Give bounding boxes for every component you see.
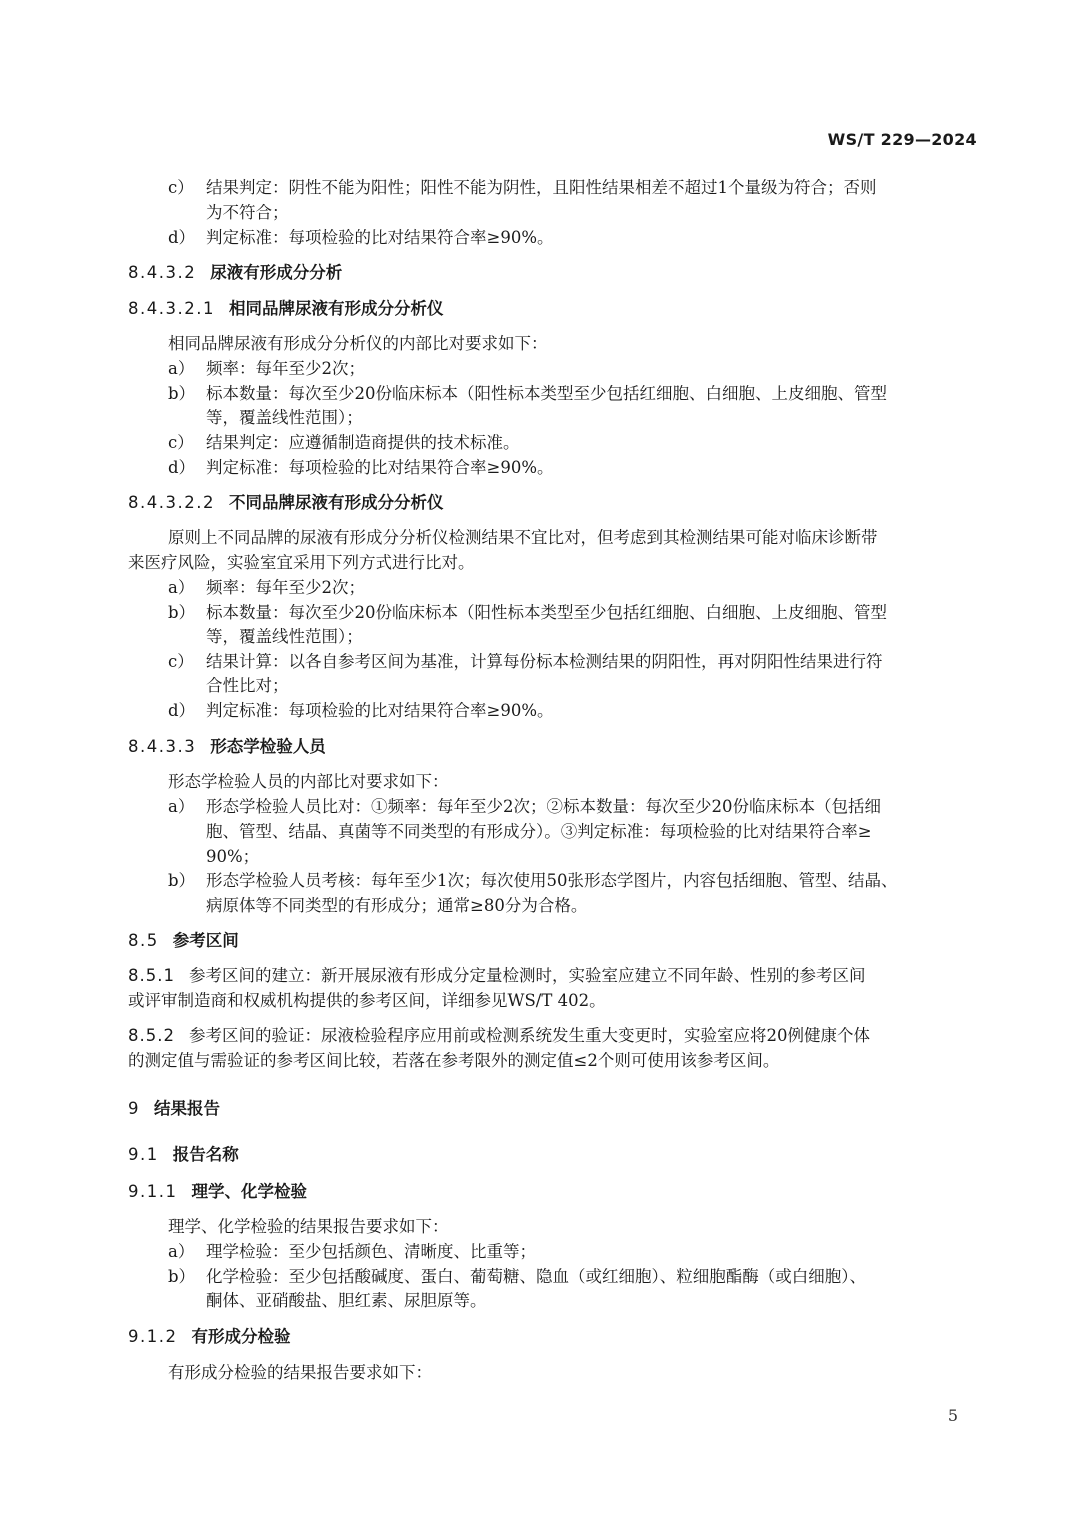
section-number: 8.4.3.2: [128, 263, 197, 282]
list-item-text: 形态学检验人员比对：①频率：每年至少2次；②标本数量：每次至少20份临床标本（包括细: [206, 797, 881, 816]
list-item-marker: c）: [168, 433, 194, 452]
paragraph: 的测定值与需验证的参考区间比较，若落在参考限外的测定值≤2个则可使用该参考区间。: [128, 1051, 780, 1070]
list-item-marker: d）: [168, 458, 196, 477]
list-item-marker: a）: [168, 1242, 195, 1261]
clause-paragraph: [128, 1024, 870, 1048]
section-heading: [128, 1180, 307, 1204]
clause-text: 参考区间的验证：尿液检验程序应用前或检测系统发生重大变更时，实验室应将20例健康个体: [188, 1026, 870, 1045]
paragraph: 或评审制造商和权威机构提供的参考区间，详细参见WS/T 402。: [128, 991, 606, 1010]
list-item-text: 化学检验：至少包括酸碱度、蛋白、葡萄糖、隐血（或红细胞）、粒细胞酯酶（或白细胞）、: [206, 1267, 866, 1286]
list-item-text: 90%；: [206, 847, 260, 866]
section-title: 结果报告: [154, 1099, 220, 1118]
list-item-marker: c）: [168, 652, 194, 671]
section-title: 有形成分检验: [191, 1327, 291, 1346]
list-item-marker: b）: [168, 384, 196, 403]
list-item-marker: a）: [168, 797, 195, 816]
section-title: 尿液有形成分分析: [210, 263, 343, 282]
clause-number: 8.5.1: [128, 966, 175, 985]
paragraph: 有形成分检验的结果报告要求如下：: [168, 1363, 432, 1382]
section-heading: [128, 1143, 239, 1167]
list-item-text: 为不符合；: [206, 203, 289, 222]
list-item-text: 胞、管型、结晶、真菌等不同类型的有形成分）。③判定标准：每项检验的比对结果符合率≥: [206, 822, 872, 841]
section-heading: [128, 929, 239, 953]
list-item-marker: b）: [168, 1267, 196, 1286]
list-item-text: 频率：每年至少2次；: [206, 578, 365, 597]
section-heading: [128, 1325, 290, 1349]
page-number: 5: [947, 1406, 958, 1425]
list-item-text: 等，覆盖线性范围）；: [206, 408, 363, 427]
section-heading: [128, 297, 443, 321]
list-item-text: 理学检验：至少包括颜色、清晰度、比重等；: [206, 1242, 536, 1261]
section-number: 9.1.1: [128, 1182, 178, 1201]
list-item-text: 标本数量：每次至少20份临床标本（阳性标本类型至少包括红细胞、白细胞、上皮细胞、管型: [206, 384, 887, 403]
clause-number: 8.5.2: [128, 1026, 175, 1045]
section-title: 理学、化学检验: [191, 1182, 307, 1201]
section-heading: [128, 261, 342, 285]
section-title: 报告名称: [172, 1145, 239, 1164]
section-number: 8.4.3.3: [128, 737, 197, 756]
list-item-text: 合性比对；: [206, 676, 289, 695]
list-item-marker: b）: [168, 871, 196, 890]
paragraph: 原则上不同品牌的尿液有形成分分析仪检测结果不宜比对，但考虑到其检测结果可能对临床诊断带: [168, 528, 878, 547]
list-item-text: 标本数量：每次至少20份临床标本（阳性标本类型至少包括红细胞、白细胞、上皮细胞、管型: [206, 603, 887, 622]
section-title: 参考区间: [172, 931, 239, 950]
list-item-text: 频率：每年至少2次；: [206, 359, 365, 378]
list-item-marker: d）: [168, 228, 196, 247]
section-number: 8.4.3.2.2: [128, 493, 215, 512]
clause-paragraph: [128, 964, 865, 988]
section-number: 9.1: [128, 1145, 159, 1164]
list-item-text: 结果判定：阴性不能为阳性；阳性不能为阴性，且阳性结果相差不超过1个量级为符合；否则: [206, 178, 877, 197]
section-number: 9: [128, 1099, 140, 1118]
list-item-marker: b）: [168, 603, 196, 622]
list-item-marker: c）: [168, 178, 194, 197]
list-item-text: 判定标准：每项检验的比对结果符合率≥90%。: [206, 458, 554, 477]
list-item-text: 酮体、亚硝酸盐、胆红素、尿胆原等。: [206, 1291, 487, 1310]
list-item-text: 判定标准：每项检验的比对结果符合率≥90%。: [206, 228, 554, 247]
list-item-text: 病原体等不同类型的有形成分；通常≥80分为合格。: [206, 896, 588, 915]
section-heading: [128, 491, 443, 515]
section-number: 8.5: [128, 931, 159, 950]
list-item-text: 结果计算：以各自参考区间为基准，计算每份标本检测结果的阴阳性，再对阴阳性结果进行符: [206, 652, 883, 671]
list-item-text: 等，覆盖线性范围）；: [206, 627, 363, 646]
list-item-text: 形态学检验人员考核：每年至少1次；每次使用50张形态学图片，内容包括细胞、管型、结晶、: [206, 871, 898, 890]
paragraph: 理学、化学检验的结果报告要求如下：: [168, 1217, 449, 1236]
section-number: 9.1.2: [128, 1327, 178, 1346]
list-item-marker: d）: [168, 701, 196, 720]
paragraph: 相同品牌尿液有形成分分析仪的内部比对要求如下：: [168, 334, 548, 353]
section-title: 不同品牌尿液有形成分分析仪: [228, 493, 444, 512]
paragraph: 形态学检验人员的内部比对要求如下：: [168, 772, 449, 791]
document-code: WS/T 229—2024: [827, 130, 977, 149]
chapter-heading: [128, 1097, 220, 1121]
section-number: 8.4.3.2.1: [128, 299, 215, 318]
clause-text: 参考区间的建立：新开展尿液有形成分定量检测时，实验室应建立不同年龄、性别的参考区间: [188, 966, 866, 985]
section-title: 形态学检验人员: [210, 737, 326, 756]
list-item-marker: a）: [168, 578, 195, 597]
list-item-marker: a）: [168, 359, 195, 378]
section-title: 相同品牌尿液有形成分分析仪: [228, 299, 444, 318]
list-item-text: 判定标准：每项检验的比对结果符合率≥90%。: [206, 701, 554, 720]
section-heading: [128, 735, 326, 759]
list-item-text: 结果判定：应遵循制造商提供的技术标准。: [206, 433, 520, 452]
paragraph: 来医疗风险，实验室宜采用下列方式进行比对。: [128, 553, 475, 572]
